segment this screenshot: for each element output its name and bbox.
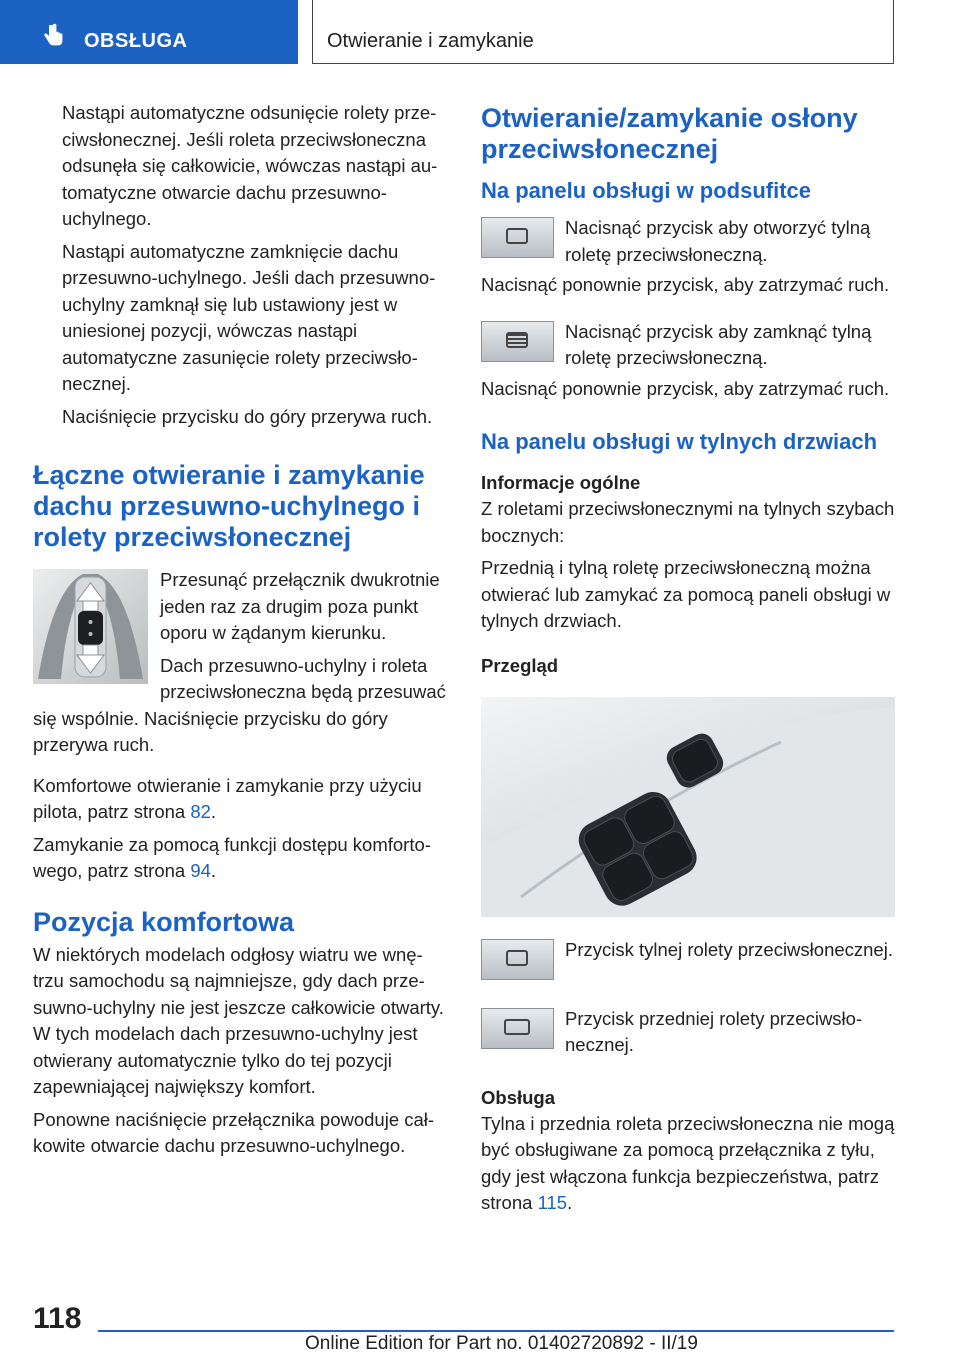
page-link-94[interactable]: 94 [190, 860, 211, 881]
rear-blind-button-icon [481, 939, 554, 980]
paragraph: Nacisnąć ponownie przycisk, aby zatrzymać ruch. [481, 274, 890, 295]
minor-heading: Obsługa [481, 1086, 556, 1108]
left-column [33, 100, 447, 1160]
paragraph: Przednią i tylną roletę przeciwsłoneczną można otwierać lub zamykać za pomocą paneli obsługi w tylnych drzwiach. [481, 557, 891, 631]
section-tab [0, 0, 298, 64]
rear-blind-close-button-icon [481, 321, 554, 362]
footer-divider [98, 1330, 894, 1332]
section-heading: Otwieranie/zamykanie osłony przeciwsłonecznej [481, 103, 858, 164]
edition-note: Online Edition for Part no. 01402720892 - II/19 [305, 1333, 698, 1354]
paragraph: Nastąpi automatyczne odsunięcie rolety przeciwsłonecznej. Jeśli roleta przeciwsłoneczna odsunęła się całkowicie, wówczas nastąpi automatyczne otwarcie dachu przesuwno-uchylnego. [62, 102, 438, 229]
paragraph: Nacisnąć przycisk aby otworzyć tylną roletę przeciwsłoneczną. [565, 217, 871, 265]
subsection-heading: Na panelu obsługi w podsufitce [481, 178, 812, 203]
paragraph: Nastąpi automatyczne zamknięcie dachu przesuwno-uchylnego. Jeśli dach przesuwno-uchylny zamknął się lub ustawiony jest w uniesionej pozycji, wówczas nastąpi automatyczne zasunięcie rolety przeciwsłonecznej. [62, 240, 436, 394]
paragraph: Komfortowe otwieranie i zamykanie przy użyciu pilota, patrz strona 82. [33, 774, 422, 822]
paragraph: Nacisnąć przycisk aby zamknąć tylną roletę przeciwsłoneczną. [565, 320, 872, 368]
door-panel-photo [481, 697, 895, 917]
paragraph: W niektórych modelach odgłosy wiatru we wnętrzu samochodu są najmniejsze, gdy dach przesuwno-uchylny nie jest jeszcze całkowicie otwarty. W tych modelach dach przesuwno-uchylny jest otwierany automatycznie tylko do tej pozycji zapewniającej największy komfort. [33, 943, 444, 1097]
rear-blind-open-button-icon [481, 217, 554, 258]
paragraph: Ponowne naciśnięcie przełącznika powoduje całkowite otwarcie dachu przesuwno-uchylnego. [33, 1108, 435, 1156]
minor-heading: Przegląd [481, 654, 559, 676]
paragraph: Przycisk przedniej rolety przeciwsłonecznej. [565, 1007, 863, 1055]
paragraph: Dach przesuwno-uchylny i roleta przeciwsłoneczna będą przesuwać się wspólnie. Naciśnięcie przycisku do góry przerywa ruch. [33, 654, 446, 755]
chapter-title-box [312, 0, 894, 64]
section-heading: Łączne otwieranie i zamykanie dachu przesuwno-uchylnego i rolety przeciwsłonecznej [33, 460, 425, 552]
paragraph: Z roletami przeciwsłonecznymi na tylnych szybach bocznych: [481, 498, 895, 546]
subsection-heading: Na panelu obsługi w tylnych drzwiach [481, 429, 878, 454]
front-blind-button-icon [481, 1008, 554, 1049]
paragraph-text: Tylna i przednia roleta przeciwsłoneczna nie mogą być obsługiwane za pomocą przełącznika z tyłu, gdy jest włączona funkcja bezpieczeństwa, patrz strona [481, 1112, 895, 1213]
paragraph: Naciśnięcie przycisku do góry przerywa ruch. [62, 405, 433, 427]
paragraph: Tylna i przednia roleta przeciwsłoneczna nie mogą być obsługiwane za pomocą przełącznika z tyłu, gdy jest włączona funkcja bezpieczeństwa, patrz strona 115. [481, 1112, 895, 1213]
minor-heading: Informacje ogólne [481, 472, 641, 493]
paragraph: Nacisnąć ponownie przycisk, aby zatrzymać ruch. [481, 377, 890, 399]
paragraph: Przycisk tylnej rolety przeciwsłonecznej. [565, 938, 893, 960]
paragraph-text: Komfortowe otwieranie i zamykanie przy użyciu pilota, patrz strona [33, 774, 422, 822]
page-link-82[interactable]: 82 [190, 801, 211, 822]
paragraph: Przesunąć przełącznik dwukrotnie jeden raz za drugim poza punkt oporu w żądanym kierunku. [160, 569, 440, 643]
right-column [481, 100, 895, 1217]
page-link-115[interactable]: 115 [537, 1192, 568, 1213]
paragraph-text: Zamykanie za pomocą funkcji dostępu komfortowego, patrz strona [33, 833, 431, 881]
chapter-title: Otwieranie i zamykanie [327, 30, 534, 52]
section-label: OBSŁUGA [84, 30, 188, 52]
paragraph: Zamykanie za pomocą funkcji dostępu komfortowego, patrz strona 94. [33, 833, 431, 881]
page-number: 118 [33, 1302, 82, 1335]
roof-switch-image [33, 569, 148, 684]
hand-pointer-icon [40, 22, 66, 48]
section-heading: Pozycja komfortowa [33, 906, 295, 937]
